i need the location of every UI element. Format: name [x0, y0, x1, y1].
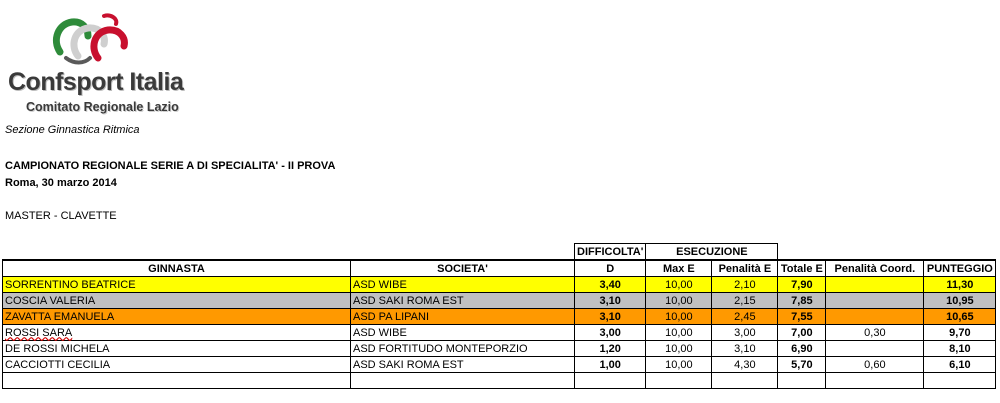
execution-group-header: ESECUZIONE: [646, 244, 778, 261]
table-row-empty: [3, 373, 996, 389]
d-cell: 3,10: [575, 293, 646, 309]
total-e-cell: 5,70: [778, 357, 826, 373]
club-cell: ASD SAKI ROMA EST: [351, 293, 575, 309]
difficulty-group-header: DIFFICOLTA': [575, 244, 646, 261]
gymnast-cell: SORRENTINO BEATRICE: [3, 277, 351, 293]
penalty-e-cell: 2,15: [712, 293, 778, 309]
max-e-cell: 10,00: [646, 341, 712, 357]
table-row: [3, 341, 996, 357]
penalty-e-cell: 3,00: [712, 325, 778, 341]
score-cell: 11,30: [924, 277, 996, 293]
logo-name: Confsport Italia: [8, 68, 184, 96]
gymnast-cell: CACCIOTTI CECILIA: [3, 357, 351, 373]
total-e-cell: 6,90: [778, 341, 826, 357]
club-cell: ASD FORTITUDO MONTEPORZIO: [351, 341, 575, 357]
gymnast-cell: ZAVATTA EMANUELA: [3, 309, 351, 325]
club-cell: ASD WIBE: [351, 325, 575, 341]
total-e-cell: 7,00: [778, 325, 826, 341]
group-header-row: [3, 244, 996, 261]
club-cell: ASD SAKI ROMA EST: [351, 357, 575, 373]
confsport-logo: [8, 12, 198, 112]
total-e-cell: 7,90: [778, 277, 826, 293]
col-d: D: [575, 260, 646, 277]
category-label: MASTER - CLAVETTE: [5, 210, 117, 222]
table-row: [3, 357, 996, 373]
d-cell: 3,00: [575, 325, 646, 341]
col-penalty-e: Penalità E: [712, 260, 778, 277]
d-cell: 1,20: [575, 341, 646, 357]
score-cell: 10,95: [924, 293, 996, 309]
table-row: [3, 325, 996, 341]
table-row: [3, 309, 996, 325]
penalty-e-cell: 4,30: [712, 357, 778, 373]
col-gymnast: GINNASTA: [3, 260, 351, 277]
penalty-coord-cell: 0,30: [826, 325, 924, 341]
gymnast-cell: [3, 325, 351, 341]
col-score: PUNTEGGIO: [924, 260, 996, 277]
section-title: Sezione Ginnastica Ritmica: [5, 124, 140, 136]
penalty-coord-cell: 0,60: [826, 357, 924, 373]
total-e-cell: 7,85: [778, 293, 826, 309]
max-e-cell: 10,00: [646, 309, 712, 325]
penalty-e-cell: 3,10: [712, 341, 778, 357]
score-cell: 9,70: [924, 325, 996, 341]
table-row: [3, 293, 996, 309]
score-cell: 6,10: [924, 357, 996, 373]
logo-subtitle: Comitato Regionale Lazio: [26, 100, 179, 114]
d-cell: 3,10: [575, 309, 646, 325]
col-max-e: Max E: [646, 260, 712, 277]
table-row: [3, 277, 996, 293]
score-cell: 8,10: [924, 341, 996, 357]
penalty-coord-cell: [826, 277, 924, 293]
gymnast-name: ROSSI SARA: [5, 326, 73, 339]
col-total-e: Totale E: [778, 260, 826, 277]
penalty-coord-cell: [826, 293, 924, 309]
d-cell: 3,40: [575, 277, 646, 293]
col-penalty-coord: Penalità Coord.: [826, 260, 924, 277]
rings-emblem-icon: [48, 12, 138, 70]
max-e-cell: 10,00: [646, 277, 712, 293]
col-club: SOCIETA': [351, 260, 575, 277]
gymnast-cell: DE ROSSI MICHELA: [3, 341, 351, 357]
results-table: [2, 243, 996, 389]
club-cell: ASD WIBE: [351, 277, 575, 293]
penalty-coord-cell: [826, 341, 924, 357]
place-date: Roma, 30 marzo 2014: [5, 177, 117, 189]
total-e-cell: 7,55: [778, 309, 826, 325]
penalty-e-cell: 2,10: [712, 277, 778, 293]
gymnast-cell: COSCIA VALERIA: [3, 293, 351, 309]
max-e-cell: 10,00: [646, 293, 712, 309]
penalty-e-cell: 2,45: [712, 309, 778, 325]
d-cell: 1,00: [575, 357, 646, 373]
club-cell: ASD PA LIPANI: [351, 309, 575, 325]
penalty-coord-cell: [826, 309, 924, 325]
championship-title: CAMPIONATO REGIONALE SERIE A DI SPECIALITA' - II PROVA: [5, 160, 336, 172]
column-header-row: [3, 260, 996, 277]
score-cell: 10,65: [924, 309, 996, 325]
max-e-cell: 10,00: [646, 325, 712, 341]
max-e-cell: 10,00: [646, 357, 712, 373]
